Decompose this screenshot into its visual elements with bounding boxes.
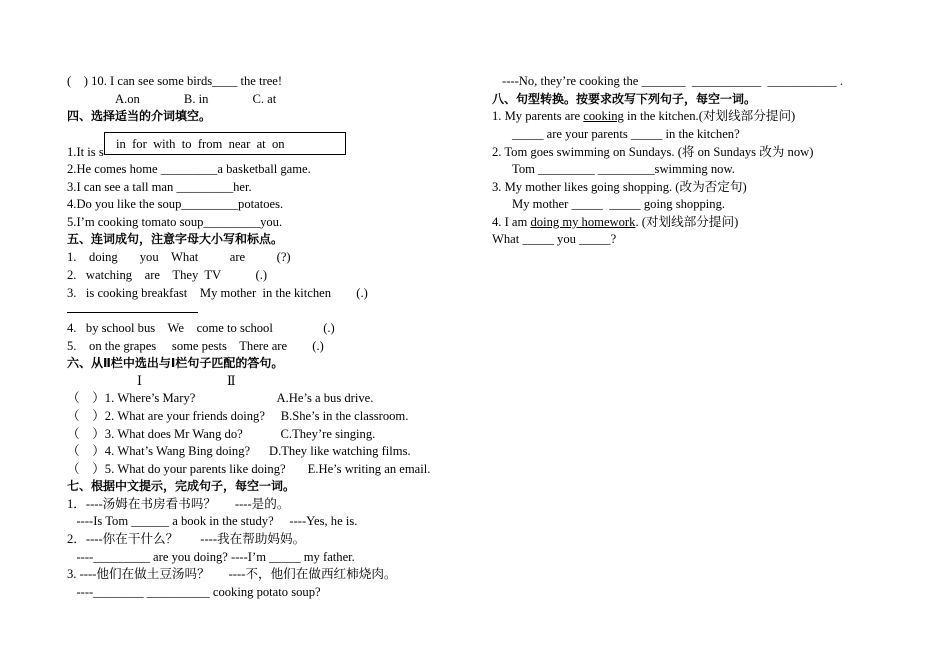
s8-answer-1: _____ are your parents _____ in the kitchen? bbox=[512, 127, 740, 141]
s8-question-3: 3. My mother likes going shopping. (改为否定句) bbox=[492, 180, 747, 194]
s6-item-4: （ ）4. What’s Wang Bing doing? D.They like watching films. bbox=[67, 444, 411, 458]
answer-line bbox=[67, 312, 198, 313]
s7-continued-line: ----No, they’re cooking the _______ ___________ ___________ . bbox=[502, 74, 844, 88]
column-2-label: Ⅱ bbox=[227, 374, 236, 388]
s6-item-1: （ ）1. Where’s Mary? A.He’s a bus drive. bbox=[67, 391, 374, 405]
s6-item-3: （ ）3. What does Mr Wang do? C.They’re singing. bbox=[67, 427, 376, 441]
s7-line-3: 2．----你在干什么？ ----我在帮助妈妈。 bbox=[67, 532, 306, 546]
s7-line-4: ----_________ are you doing? ----I’m _____ my father. bbox=[67, 550, 355, 564]
s5-item-2: 2. watching are They TV (.) bbox=[67, 268, 268, 282]
section-7-title: 七、根据中文提示，完成句子，每空一词。 bbox=[67, 479, 296, 493]
s5-item-5: 5. on the grapes some pests There are (.) bbox=[67, 339, 324, 353]
s4-item-2: 2.He comes home _________a basketball game. bbox=[67, 162, 311, 176]
s8-answer-2: Tom _________ _________swimming now. bbox=[512, 162, 735, 176]
s8-answer-3: My mother _____ _____ going shopping. bbox=[512, 197, 726, 211]
s7-line-5: 3. ----他们在做土豆汤吗？ ----不，他们在做西红柿烧肉。 bbox=[67, 567, 397, 581]
underlined-word: cooking bbox=[583, 109, 624, 123]
section-6-title: 六、从Ⅱ栏中选出与Ⅰ栏句子匹配的答句。 bbox=[67, 356, 284, 370]
column-1-label: Ⅰ bbox=[137, 374, 142, 388]
underlined-phrase: doing my homework bbox=[530, 215, 636, 229]
section-4-title: 四、选择适当的介词填空。 bbox=[67, 109, 212, 123]
s5-item-4: 4. by school bus We come to school (.) bbox=[67, 321, 335, 335]
question-10: ( ) 10. I can see some birds____ the tree! bbox=[67, 74, 283, 88]
s4-item-1: 1.It is s bbox=[67, 145, 104, 159]
s6-item-5: （ ）5. What do your parents like doing? E.He’s writing an email. bbox=[67, 462, 431, 476]
s4-item-3: 3.I can see a tall man _________her. bbox=[67, 180, 252, 194]
section-8-title: 八、句型转换。按要求改写下列句子，每空一词。 bbox=[492, 92, 757, 106]
preposition-word-list: in for with to from near at on bbox=[116, 137, 285, 151]
s7-line-2: ----Is Tom ______ a book in the study? ----Yes, he is. bbox=[67, 514, 358, 528]
s8-question-4: 4. I am doing my homework. (对划线部分提问) bbox=[492, 215, 739, 229]
s4-item-5: 5.I’m cooking tomato soup_________you. bbox=[67, 215, 283, 229]
s8-answer-4: What _____ you _____? bbox=[492, 232, 617, 246]
preposition-word-box bbox=[104, 132, 346, 155]
section-5-title: 五、连词成句，注意字母大小写和标点。 bbox=[67, 232, 284, 246]
s8-question-1: 1. My parents are cooking in the kitchen.(对划线部分提问) bbox=[492, 109, 796, 123]
s8-question-2: 2. Tom goes swimming on Sundays. (将 on Sundays 改为 now) bbox=[492, 145, 814, 159]
s5-item-1: 1. doing you What are (?) bbox=[67, 250, 291, 264]
s6-item-2: （ ）2. What are your friends doing? B.She’s in the classroom. bbox=[67, 409, 409, 423]
question-10-options: A.on B. in C. at bbox=[115, 92, 277, 106]
s7-line-6: ----________ __________ cooking potato soup? bbox=[67, 585, 321, 599]
s4-item-4: 4.Do you like the soup_________potatoes. bbox=[67, 197, 284, 211]
s5-item-3: 3. is cooking breakfast My mother in the kitchen (.) bbox=[67, 286, 368, 300]
s7-line-1: 1．----汤姆在书房看书吗？ ----是的。 bbox=[67, 497, 290, 511]
